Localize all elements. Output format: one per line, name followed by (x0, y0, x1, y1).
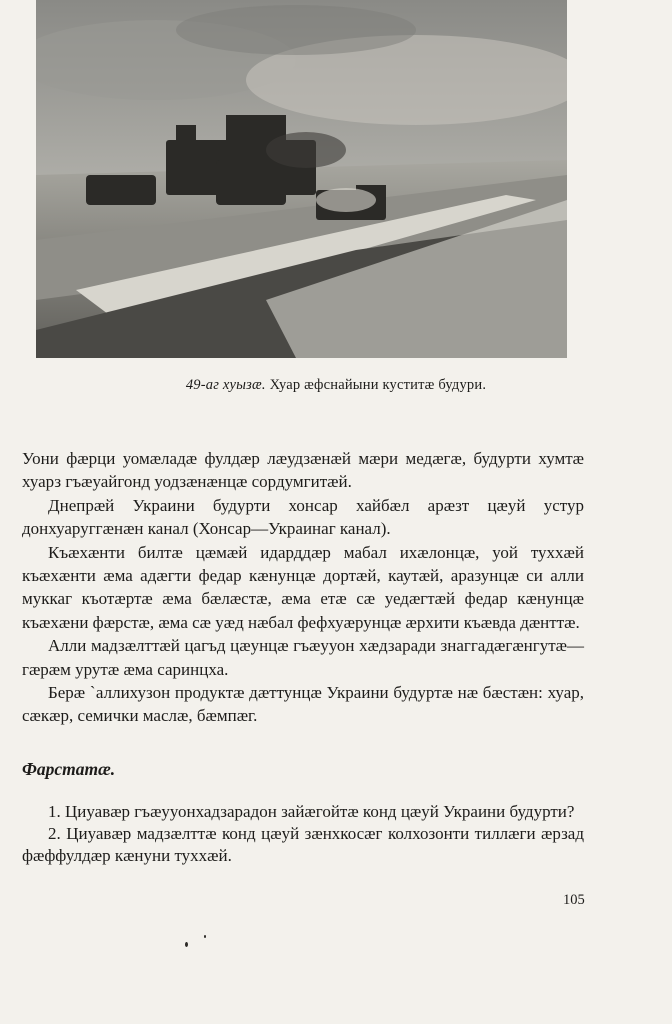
questions-list (22, 801, 584, 867)
paragraph: Къæхæнти билтæ цæмæй идарддæр мабал ихæлонцæ, уой туххæй къæхæнти æма адæгти федар кæнунцæ дортæй, каутæй, аразунцæ си алли муккаг къотæртæ æма бæлæстæ, æма етæ сæ уедæгтæй федар кæнунцæ къæхæни фæрстæ, æма сæ уæд нæбал фефхуæрунцæ æрхити къæвда дæнттæ. (22, 542, 584, 632)
illustration-harvest-field (36, 0, 567, 358)
questions-heading: Фарстатæ. (22, 759, 116, 779)
question-item: 1. Циуавæр гъæууонхадзарадон зайæгойтæ конд цæуй Украини будурти? (48, 802, 575, 821)
question-item: 2. Циуавæр мадзæлттæ конд цæуй зæнхкосæг колхозонти тиллæги æрзад фæффулдæр кæнуни туххæй. (22, 824, 584, 865)
page-number: 105 (563, 892, 585, 908)
body-text (22, 447, 584, 728)
figure-caption-text: Хуар æфснайыни куститæ будури. (269, 377, 487, 393)
paragraph: Днепрæй Украини будурти хонсар хайбæл арæзт цæуй устур донхуаруггæнæн канал (Хонсар—Украинаг канал). (22, 495, 584, 539)
print-speck (204, 935, 206, 938)
figure-caption (0, 377, 672, 394)
figure-number: 49-аг хуызæ. (185, 377, 266, 393)
print-speck (185, 942, 188, 947)
paragraph: Берæ ˋаллихузон продуктæ дæттунцæ Украини будуртæ нæ бæстæн: хуар, сæкæр, семички маслæ, бæмпæг. (22, 683, 584, 726)
harvest-painting (36, 0, 567, 358)
paragraph: Уони фæрци уомæладæ фулдæр лæудзæнæй мæри медæгæ, будурти хумтæ хуарз гъæуайгонд уодзæнæнцæ сордумгитæй. (22, 449, 584, 492)
paragraph: Алли мадзæлттæй цагъд цæунцæ гъæууон хæдзаради знаггадæгæнгутæ—гæрæм урутæ æма саринцха. (22, 636, 584, 679)
